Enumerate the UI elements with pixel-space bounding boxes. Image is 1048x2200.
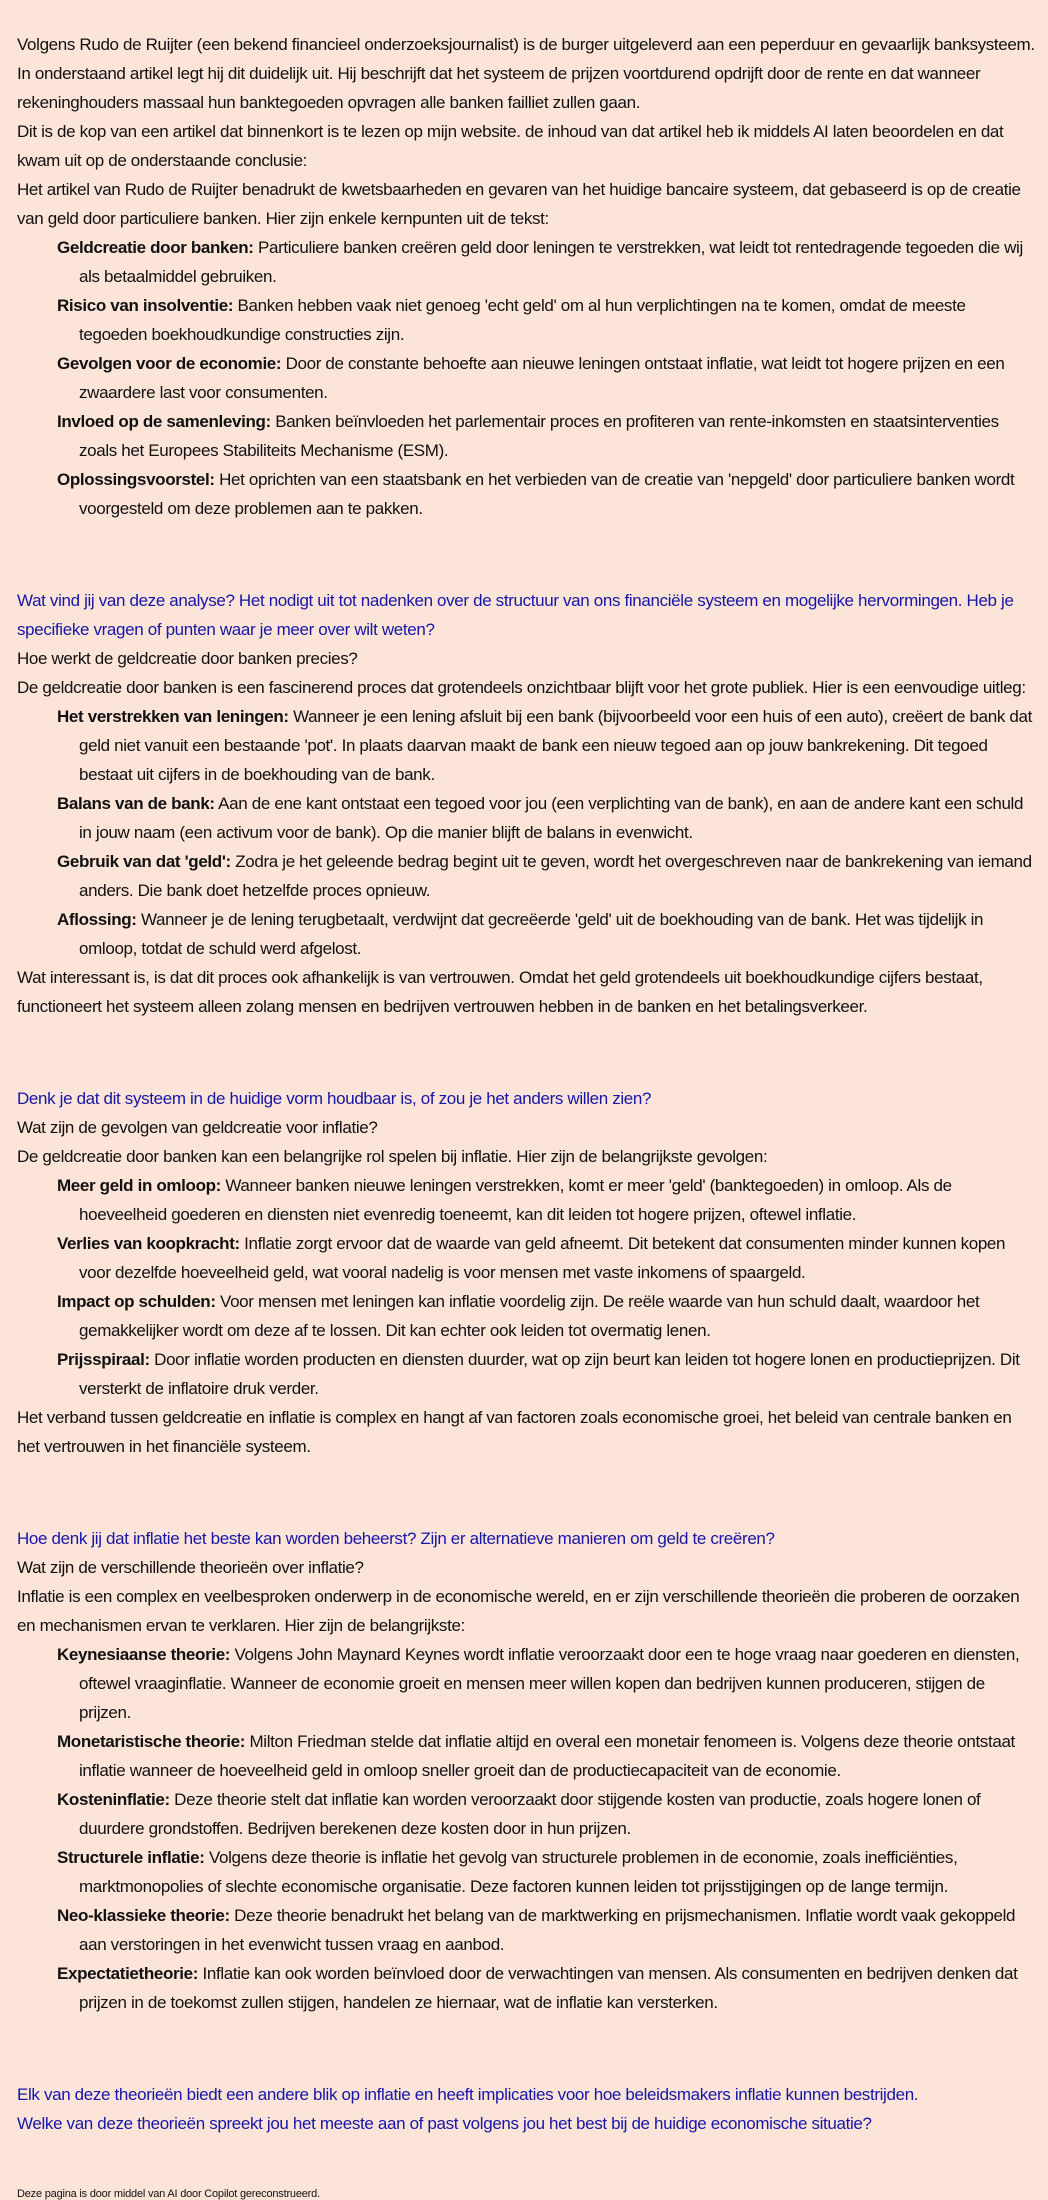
list-item bbox=[17, 905, 1036, 963]
list-item bbox=[17, 1287, 1036, 1345]
spacer bbox=[17, 2034, 1036, 2063]
list-item-text: Inflatie zorgt ervoor dat de waarde van geld afneemt. Dit betekent dat consumenten minder kunnen kopen voor dezelfde hoeveelheid geld, wat vooral nadelig is voor mensen met vaste inkomens of spaargeld. bbox=[79, 1234, 1006, 1282]
list-item bbox=[17, 1229, 1036, 1287]
list-item-text: Banken hebben vaak niet genoeg 'echt geld' om al hun verplichtingen na te komen, omdat de meeste tegoeden boekhoudkundige constructies zijn. bbox=[79, 296, 966, 344]
list-item bbox=[17, 1785, 1036, 1843]
list-item bbox=[17, 233, 1036, 291]
paragraph: Het artikel van Rudo de Ruijter benadrukt de kwetsbaarheden en gevaren van het huidige bancaire systeem, dat gebaseerd is op de creatie van geld door particuliere banken. Hier zijn enkele kernpunten uit de tekst: bbox=[17, 180, 1021, 228]
list-item-text: Deze theorie benadrukt het belang van de marktwerking en prijsmechanismen. Inflatie wordt vaak gekoppeld aan verstoringen in het evenwicht tussen vraag en aanbod. bbox=[79, 1906, 1016, 1954]
list-item bbox=[17, 407, 1036, 465]
list-item-term: Kosteninflatie: bbox=[57, 1790, 170, 1809]
list-item-text: Wanneer je de lening terugbetaalt, verdwijnt dat gecreëerde 'geld' uit de boekhouding van de bank. Het was tijdelijk in omloop, totdat de schuld werd afgelost. bbox=[79, 910, 984, 958]
list-item-term: Verlies van koopkracht: bbox=[57, 1234, 240, 1253]
list-item-term: Gebruik van dat 'geld': bbox=[57, 852, 231, 871]
list-item-term: Geldcreatie door banken: bbox=[57, 238, 254, 257]
question-paragraph: Elk van deze theorieën biedt een andere blik op inflatie en heeft implicaties voor hoe beleidsmakers inflatie kunnen bestrijden. bbox=[17, 2085, 919, 2104]
list-item bbox=[17, 349, 1036, 407]
list-item-text: Volgens John Maynard Keynes wordt inflatie veroorzaakt door een te hoge vraag naar goederen en diensten, oftewel vraaginflatie. Wanneer de economie groeit en mensen meer willen kopen dan bedrijven kunnen produceren, stijgen de prijzen. bbox=[79, 1645, 1020, 1722]
list-item bbox=[17, 1171, 1036, 1229]
list-item-text: Door inflatie worden producten en diensten duurder, wat op zijn beurt kan leiden tot hogere lonen en productieprijzen. Dit versterkt de inflatoire druk verder. bbox=[79, 1350, 1020, 1398]
list-item bbox=[17, 702, 1036, 789]
list-item-term: Impact op schulden: bbox=[57, 1292, 216, 1311]
list-item bbox=[17, 1843, 1036, 1901]
list-item-text: Wanneer je een lening afsluit bij een bank (bijvoorbeeld voor een huis of een auto), creëert de bank dat geld niet vanuit een bestaande 'pot'. In plaats daarvan maakt de bank een nieuw tegoed aan op jouw bankrekening. Dit tegoed bestaat uit cijfers in de boekhouding van de bank. bbox=[79, 707, 1032, 784]
list-item-term: Oplossingsvoorstel: bbox=[57, 470, 215, 489]
list-item-term: Monetaristische theorie: bbox=[57, 1732, 246, 1751]
list-item-term: Neo-klassieke theorie: bbox=[57, 1906, 230, 1925]
paragraph: Volgens Rudo de Ruijter (een bekend financieel onderzoeksjournalist) is de burger uitgeleverd aan een peperduur en gevaarlijk banksysteem. In onderstaand artikel legt hij dit duidelijk uit. Hij beschrijft dat het systeem de prijzen voortdurend opdrijft door de rente en dat wanneer rekeninghouders massaal hun banktegoeden opvragen alle banken failliet zullen gaan. bbox=[17, 35, 1035, 112]
list-item-text: Inflatie kan ook worden beïnvloed door de verwachtingen van mensen. Als consumenten en bedrijven denken dat prijzen in de toekomst zullen stijgen, handelen ze hiernaar, wat de inflatie kan versterken. bbox=[79, 1964, 1018, 2012]
paragraph: Inflatie is een complex en veelbesproken onderwerp in de economische wereld, en er zijn verschillende theorieën die proberen de oorzaken en mechanismen ervan te verklaren. Hier zijn de belangrijkste: bbox=[17, 1587, 1020, 1635]
list-item bbox=[17, 847, 1036, 905]
footer-note: Deze pagina is door middel van AI door Copilot gereconstrueerd. bbox=[17, 2188, 320, 2200]
list-item-text: Particuliere banken creëren geld door leningen te verstrekken, wat leidt tot rentedragende tegoeden die wij als betaalmiddel gebruiken. bbox=[79, 238, 1023, 286]
list-item bbox=[17, 465, 1036, 523]
list-item bbox=[17, 291, 1036, 349]
list-item-term: Het verstrekken van leningen: bbox=[57, 707, 289, 726]
list-item-text: Aan de ene kant ontstaat een tegoed voor jou (een verplichting van de bank), en aan de andere kant een schuld in jouw naam (een activum voor de bank). Op die manier blijft de balans in evenwicht. bbox=[79, 794, 1024, 842]
list-item bbox=[17, 1640, 1036, 1727]
list-item-term: Prijsspiraal: bbox=[57, 1350, 150, 1369]
list-item-term: Aflossing: bbox=[57, 910, 137, 929]
list-item bbox=[17, 1959, 1036, 2017]
list-item bbox=[17, 1727, 1036, 1785]
list-item-text: Banken beïnvloeden het parlementair proces en profiteren van rente-inkomsten en staatsinterventies zoals het Europees Stabiliteits Mechanisme (ESM). bbox=[79, 412, 999, 460]
list-item-text: Door de constante behoefte aan nieuwe leningen ontstaat inflatie, wat leidt tot hogere prijzen en een zwaardere last voor consumenten. bbox=[79, 354, 1005, 402]
list-item-term: Risico van insolventie: bbox=[57, 296, 234, 315]
question-paragraph: Denk je dat dit systeem in de huidige vorm houdbaar is, of zou je het anders willen zien? bbox=[17, 1089, 652, 1108]
list-item bbox=[17, 789, 1036, 847]
list-item-text: Zodra je het geleende bedrag begint uit te geven, wordt het overgeschreven naar de bankrekening van iemand anders. Die bank doet hetzelfde proces opnieuw. bbox=[79, 852, 1032, 900]
question-paragraph: Hoe denk jij dat inflatie het beste kan worden beheerst? Zijn er alternatieve manieren om geld te creëren? bbox=[17, 1529, 775, 1548]
paragraph: Het verband tussen geldcreatie en inflatie is complex en hangt af van factoren zoals economische groei, het beleid van centrale banken en het vertrouwen in het financiële systeem. bbox=[17, 1408, 1012, 1456]
list-item-term: Balans van de bank: bbox=[57, 794, 215, 813]
spacer bbox=[17, 1478, 1036, 1507]
paragraph: Dit is de kop van een artikel dat binnenkort is te lezen op mijn website. de inhoud van dat artikel heb ik middels AI laten beoordelen en dat kwam uit op de onderstaande conclusie: bbox=[17, 122, 1004, 170]
paragraph: De geldcreatie door banken is een fascinerend proces dat grotendeels onzichtbaar blijft voor het grote publiek. Hier is een eenvoudige uitleg: bbox=[17, 678, 1026, 697]
list-item-term: Expectatietheorie: bbox=[57, 1964, 199, 1983]
list-item bbox=[17, 1901, 1036, 1959]
paragraph: Wat zijn de verschillende theorieën over inflatie? bbox=[17, 1558, 364, 1577]
list-item-text: Voor mensen met leningen kan inflatie voordelig zijn. De reële waarde van hun schuld daalt, waardoor het gemakkelijker wordt om deze af te lossen. Dit kan echter ook leiden tot overmatig lenen. bbox=[79, 1292, 980, 1340]
spacer bbox=[17, 540, 1036, 569]
list-item-text: Wanneer banken nieuwe leningen verstrekken, komt er meer 'geld' (banktegoeden) in omloop. Als de hoeveelheid goederen en diensten niet evenredig toeneemt, kan dit leiden tot hogere prijzen, oftewel inflatie. bbox=[79, 1176, 952, 1224]
list-item-term: Keynesiaanse theorie: bbox=[57, 1645, 231, 1664]
paragraph: Wat interessant is, is dat dit proces ook afhankelijk is van vertrouwen. Omdat het geld grotendeels uit boekhoudkundige cijfers bestaat, functioneert het systeem alleen zolang mensen en bedrijven vertrouwen hebben in de banken en het betalingsverkeer. bbox=[17, 968, 983, 1016]
list-item-term: Invloed op de samenleving: bbox=[57, 412, 271, 431]
list-item-term: Structurele inflatie: bbox=[57, 1848, 205, 1867]
paragraph: Wat zijn de gevolgen van geldcreatie voor inflatie? bbox=[17, 1118, 378, 1137]
spacer bbox=[17, 1038, 1036, 1067]
paragraph: De geldcreatie door banken kan een belangrijke rol spelen bij inflatie. Hier zijn de belangrijkste gevolgen: bbox=[17, 1147, 768, 1166]
list-item-text: Volgens deze theorie is inflatie het gevolg van structurele problemen in de economie, zoals inefficiënties, marktmonopolies of slechte economische organisatie. Deze factoren kunnen leiden tot prijsstijgingen op de lange termijn. bbox=[79, 1848, 958, 1896]
question-paragraph: Welke van deze theorieën spreekt jou het meeste aan of past volgens jou het best bij de huidige economische situatie? bbox=[17, 2114, 872, 2133]
list-item bbox=[17, 1345, 1036, 1403]
list-item-text: Milton Friedman stelde dat inflatie altijd en overal een monetair fenomeen is. Volgens deze theorie ontstaat inflatie wanneer de hoeveelheid geld in omloop sneller groeit dan de productiecapaciteit van de economie. bbox=[79, 1732, 1015, 1780]
list-item-text: Het oprichten van een staatsbank en het verbieden van de creatie van 'nepgeld' door particuliere banken wordt voorgesteld om deze problemen aan te pakken. bbox=[79, 470, 1015, 518]
paragraph: Hoe werkt de geldcreatie door banken precies? bbox=[17, 649, 358, 668]
list-item-term: Meer geld in omloop: bbox=[57, 1176, 221, 1195]
list-item-text: Deze theorie stelt dat inflatie kan worden veroorzaakt door stijgende kosten van productie, zoals hogere lonen of duurdere grondstoffen. Bedrijven berekenen deze kosten door in hun prijzen. bbox=[79, 1790, 981, 1838]
footer-area bbox=[0, 2188, 1048, 2200]
list-item-term: Gevolgen voor de economie: bbox=[57, 354, 282, 373]
question-paragraph: Wat vind jij van deze analyse? Het nodigt uit tot nadenken over de structuur van ons financiële systeem en mogelijke hervormingen. Heb je specifieke vragen of punten waar je meer over wilt weten? bbox=[17, 591, 1014, 639]
